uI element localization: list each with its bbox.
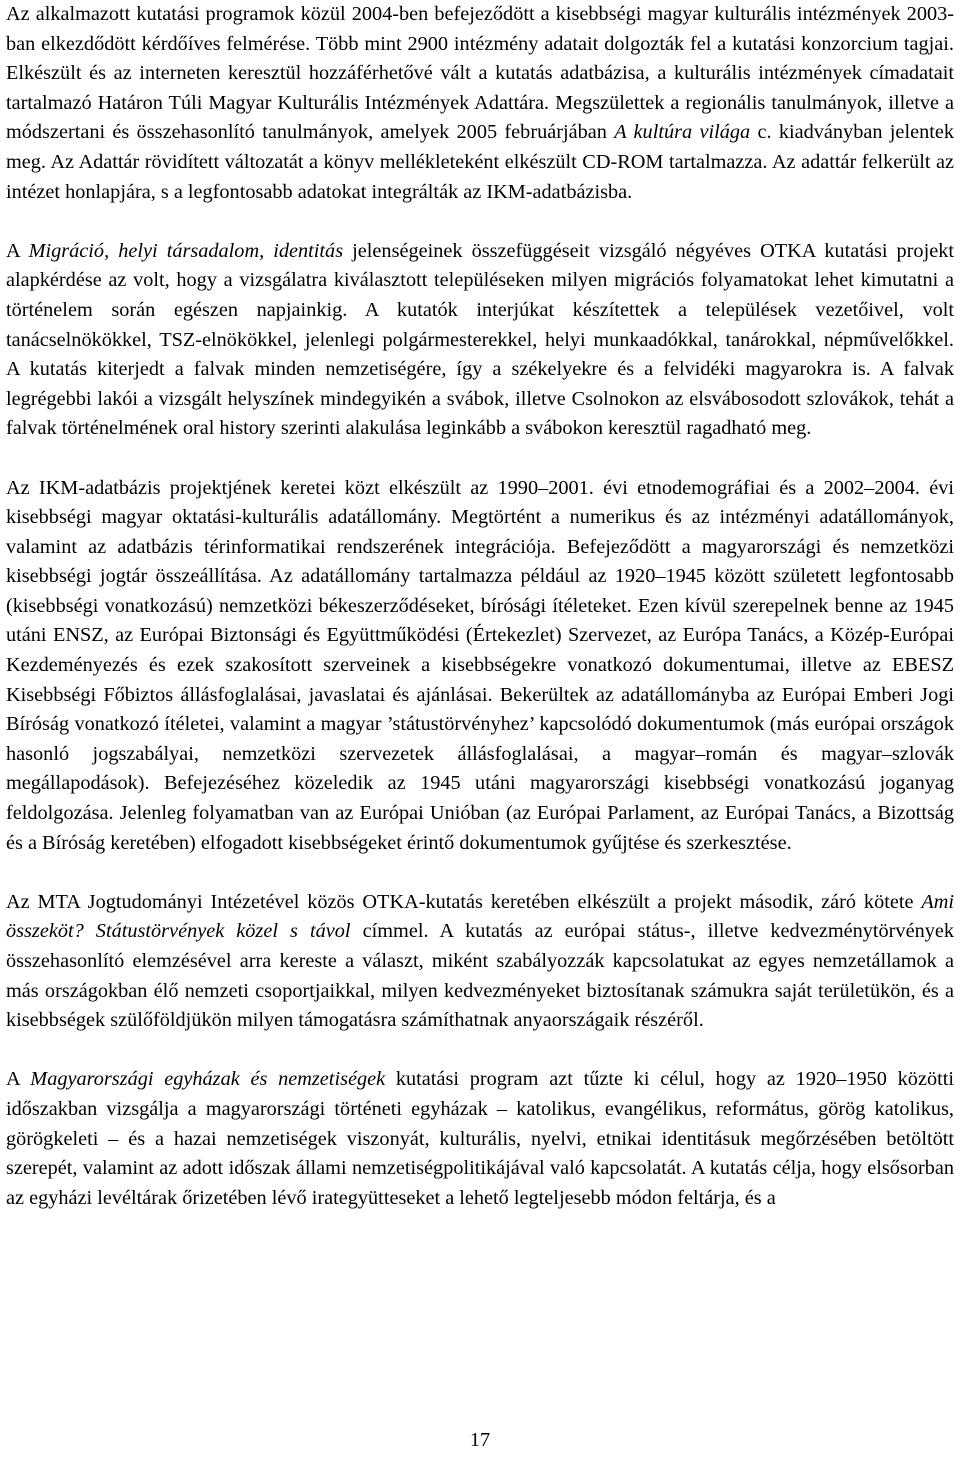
text-run: Az MTA Jogtudományi Intézetével közös OTKA-kutatás keretében elkészült a projekt második, záró kötete	[6, 890, 922, 913]
document-page	[6, 0, 954, 1213]
italic-title-run: Ami összeköt? Státustörvények közel s távol	[6, 890, 954, 943]
page-number: 17	[469, 1429, 491, 1451]
italic-title-run: Migráció, helyi társadalom, identitás	[28, 239, 344, 262]
text-run: A	[6, 239, 29, 262]
paragraph-institutions-survey	[6, 0, 954, 207]
italic-title-run: A kultúra világa	[614, 121, 751, 144]
text-run: c. kiadványban jelentek meg. Az Adattár rövidített változatát a könyv mellékleteként elkészült CD-ROM tartalmazza. Az adattár felkerült az intézet honlapjára, s a legfontosabb adatokat integrálták az IKM-adatbázisba.	[6, 121, 954, 203]
text-run: kutatási program azt tűzte ki célul, hogy az 1920–1950 közötti időszakban vizsgálja a magyarországi történeti egyházak – katolikus, evangélikus, református, görög katolikus, görögkeleti – és a hazai nemzetiségek viszonyát, kulturális, nyelvi, etnikai identitásuk megőrzésében betöltött szerepét, valamint az adott időszak állami nemzetiségpolitikájával való kapcsolatát. A kutatás célja, hogy elsősorban az egyházi levéltárak őrizetében lévő irategyütteseket a lehető legteljesebb módon feltárja, és a	[6, 1068, 954, 1209]
paragraph-ikm-database	[6, 474, 954, 859]
paragraph-status-laws	[6, 888, 954, 1036]
text-run: Az alkalmazott kutatási programok közül 2004-ben befejeződött a kisebbségi magyar kulturális intézmények 2003-ban elkezdődött kérdőíves felmérése. Több mint 2900 intézmény adatait dolgozták fel a kutatási konzorcium tagjai. Elkészült és az interneten keresztül hozzáférhetővé vált a kutatás adatbázisa, a kulturális intézmények címadatait tartalmazó Határon Túli Magyar Kulturális Intézmények Adattára. Megszülettek a regionális tanulmányok, illetve a módszertani és összehasonlító tanulmányok, amelyek 2005 februárjában	[6, 3, 954, 144]
paragraph-migration-project	[6, 237, 954, 444]
text-run: jelenségeinek összefüggéseit vizsgáló négyéves OTKA kutatási projekt alapkérdése az volt, hogy a vizsgálatra kiválasztott településeken milyen migrációs folyamatokat lehet kimutatni a történelem során egészen napjainkig. A kutatók interjúkat készítettek a települések vezetőivel, volt tanácselnökökkel, TSZ-elnökökkel, jelenlegi polgármesterekkel, helyi munkaadókkal, tanárokkal, népművelőkkel. A kutatás kiterjedt a falvak minden nemzetiségére, így a székelyekre és a felvidéki magyarokra is. A falvak legrégebbi lakói a vizsgált helyszínek mindegyikén a svábok, illetve Csolnokon az elsvábosodott szlovákok, tehát a falvak történelmének oral history szerinti alakulása leginkább a svábokon keresztül ragadható meg.	[6, 239, 954, 440]
italic-title-run: Magyarországi egyházak és nemzetiségek	[30, 1068, 386, 1091]
paragraph-churches-nationalities	[6, 1065, 954, 1213]
text-run: címmel. A kutatás az európai státus-, illetve kedvezménytörvények összehasonlító elemzésével arra kereste a választ, miként szabályozzák kapcsolatukat az egyes nemzetállamok a más országokban élő nemzeti csoportjaikkal, milyen kedvezményeket biztosítanak számukra saját területükön, és a kisebbségek szülőföldjükön milyen támogatásra számíthatnak anyaországaik részéről.	[6, 920, 954, 1032]
text-run: Az IKM-adatbázis projektjének keretei közt elkészült az 1990–2001. évi etnodemográfiai és a 2002–2004. évi kisebbségi magyar oktatási-kulturális adatállomány. Megtörtént a numerikus és az intézményi adatállományok, valamint az adatbázis térinformatikai rendszerének integrációja. Befejeződött a magyarországi és nemzetközi kisebbségi jogtár összeállítása. Az adatállomány tartalmazza például az 1920–1945 között született legfontosabb (kisebbségi vonatkozású) nemzetközi békeszerződéseket, bírósági ítéleteket. Ezen kívül szerepelnek benne az 1945 utáni ENSZ, az Európai Biztonsági és Együttműködési (Értekezlet) Szervezet, az Európa Tanács, a Közép-Európai Kezdeményezés és ezek szakosított szerveinek a kisebbségekre vonatkozó dokumentumai, illetve az EBESZ Kisebbségi Főbiztos állásfoglalásai, javaslatai és ajánlásai. Bekerültek az adatállományba az Európai Emberi Jogi Bíróság vonatkozó ítéletei, valamint a magyar ’státustörvényhez’ kapcsolódó dokumentumok (más európai országok hasonló jogszabályai, nemzetközi szervezetek állásfoglalásai, a magyar–román és magyar–szlovák megállapodások). Befejezéséhez közeledik az 1945 utáni magyarországi kisebbségi vonatkozású joganyag feldolgozása. Jelenleg folyamatban van az Európai Unióban (az Európai Parlament, az Európai Tanács, a Bizottság és a Bíróság keretében) elfogadott kisebbségeket érintő dokumentumok gyűjtése és szerkesztése.	[6, 476, 954, 854]
text-run: A	[6, 1068, 31, 1091]
